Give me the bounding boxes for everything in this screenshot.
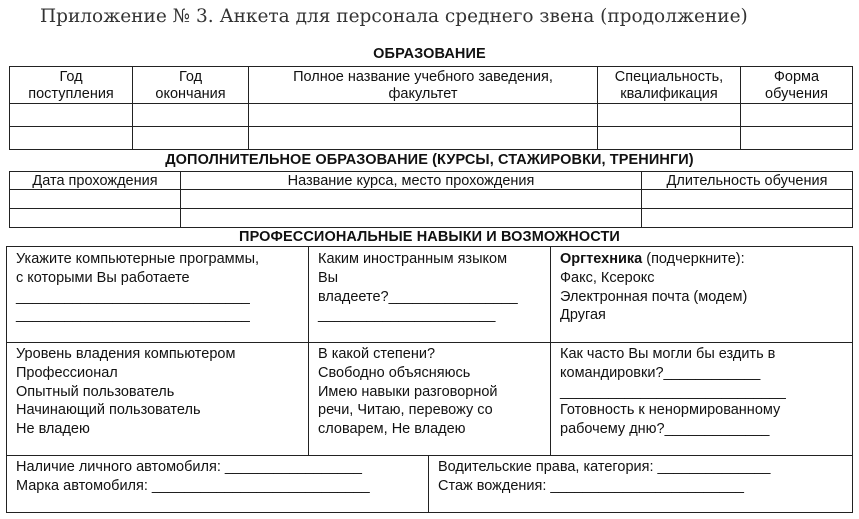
col-date: Дата прохождения: [10, 172, 181, 190]
table-cell[interactable]: [10, 190, 181, 209]
table-cell[interactable]: [642, 209, 853, 228]
table-cell[interactable]: [10, 127, 133, 150]
computer-level-field[interactable]: Уровень владения компьютером Профессионал Опытный пользователь Начинающий пользователь Не владею: [16, 346, 236, 438]
page-title: Приложение № 3. Анкета для персонала среднего звена (продолжение): [40, 6, 748, 27]
table-cell[interactable]: [598, 104, 741, 127]
table-cell[interactable]: [133, 104, 249, 127]
table-cell[interactable]: [181, 209, 642, 228]
col-year-end: Год окончания: [133, 67, 249, 104]
col-study-form: Форма обучения: [741, 67, 853, 104]
table-cell[interactable]: [741, 104, 853, 127]
col-year-start: Год поступления: [10, 67, 133, 104]
table-cell[interactable]: [10, 104, 133, 127]
table-cell[interactable]: [642, 190, 853, 209]
table-cell[interactable]: [249, 104, 598, 127]
table-cell[interactable]: [249, 127, 598, 150]
driving-license-field[interactable]: Водительские права, категория: ______________ Стаж вождения: ________________________: [438, 459, 771, 494]
table-cell[interactable]: [598, 127, 741, 150]
car-ownership-field[interactable]: Наличие личного автомобиля: _________________ Марка автомобиля: ___________________________: [16, 459, 370, 494]
table-cell[interactable]: [741, 127, 853, 150]
additional-education-heading: ДОПОЛНИТЕЛЬНОЕ ОБРАЗОВАНИЕ (КУРСЫ, СТАЖИРОВКИ, ТРЕНИНГИ): [165, 152, 694, 168]
computer-programs-field[interactable]: Укажите компьютерные программы, с которыми Вы работаете _____________________________ _____________________________: [16, 251, 260, 324]
additional-education-table: [9, 171, 853, 228]
col-institution: Полное название учебного заведения, факультет: [249, 67, 598, 104]
skills-heading: ПРОФЕССИОНАЛЬНЫЕ НАВЫКИ И ВОЗМОЖНОСТИ: [239, 229, 620, 245]
foreign-language-field[interactable]: Каким иностранным языком Вы владеете?________________ ______________________: [318, 251, 518, 324]
business-trips-field[interactable]: Как часто Вы могли бы ездить в командировки?____________ ____________________________ Готовность к ненормированному рабочему дню?_____________: [560, 346, 786, 438]
table-cell[interactable]: [181, 190, 642, 209]
office-equipment-field[interactable]: Оргтехника (подчеркните): Факс, Ксерокс Электронная почта (модем) Другая: [560, 251, 748, 324]
col-duration: Длительность обучения: [642, 172, 853, 190]
education-heading: ОБРАЗОВАНИЕ: [373, 46, 486, 62]
education-table: [9, 66, 853, 150]
table-cell[interactable]: [133, 127, 249, 150]
table-cell[interactable]: [10, 209, 181, 228]
col-specialty: Специальность, квалификация: [598, 67, 741, 104]
col-course: Название курса, место прохождения: [181, 172, 642, 190]
language-level-field[interactable]: В какой степени? Свободно объясняюсь Имею навыки разговорной речи, Читаю, перевожу со словарем, Не владею: [318, 346, 498, 438]
